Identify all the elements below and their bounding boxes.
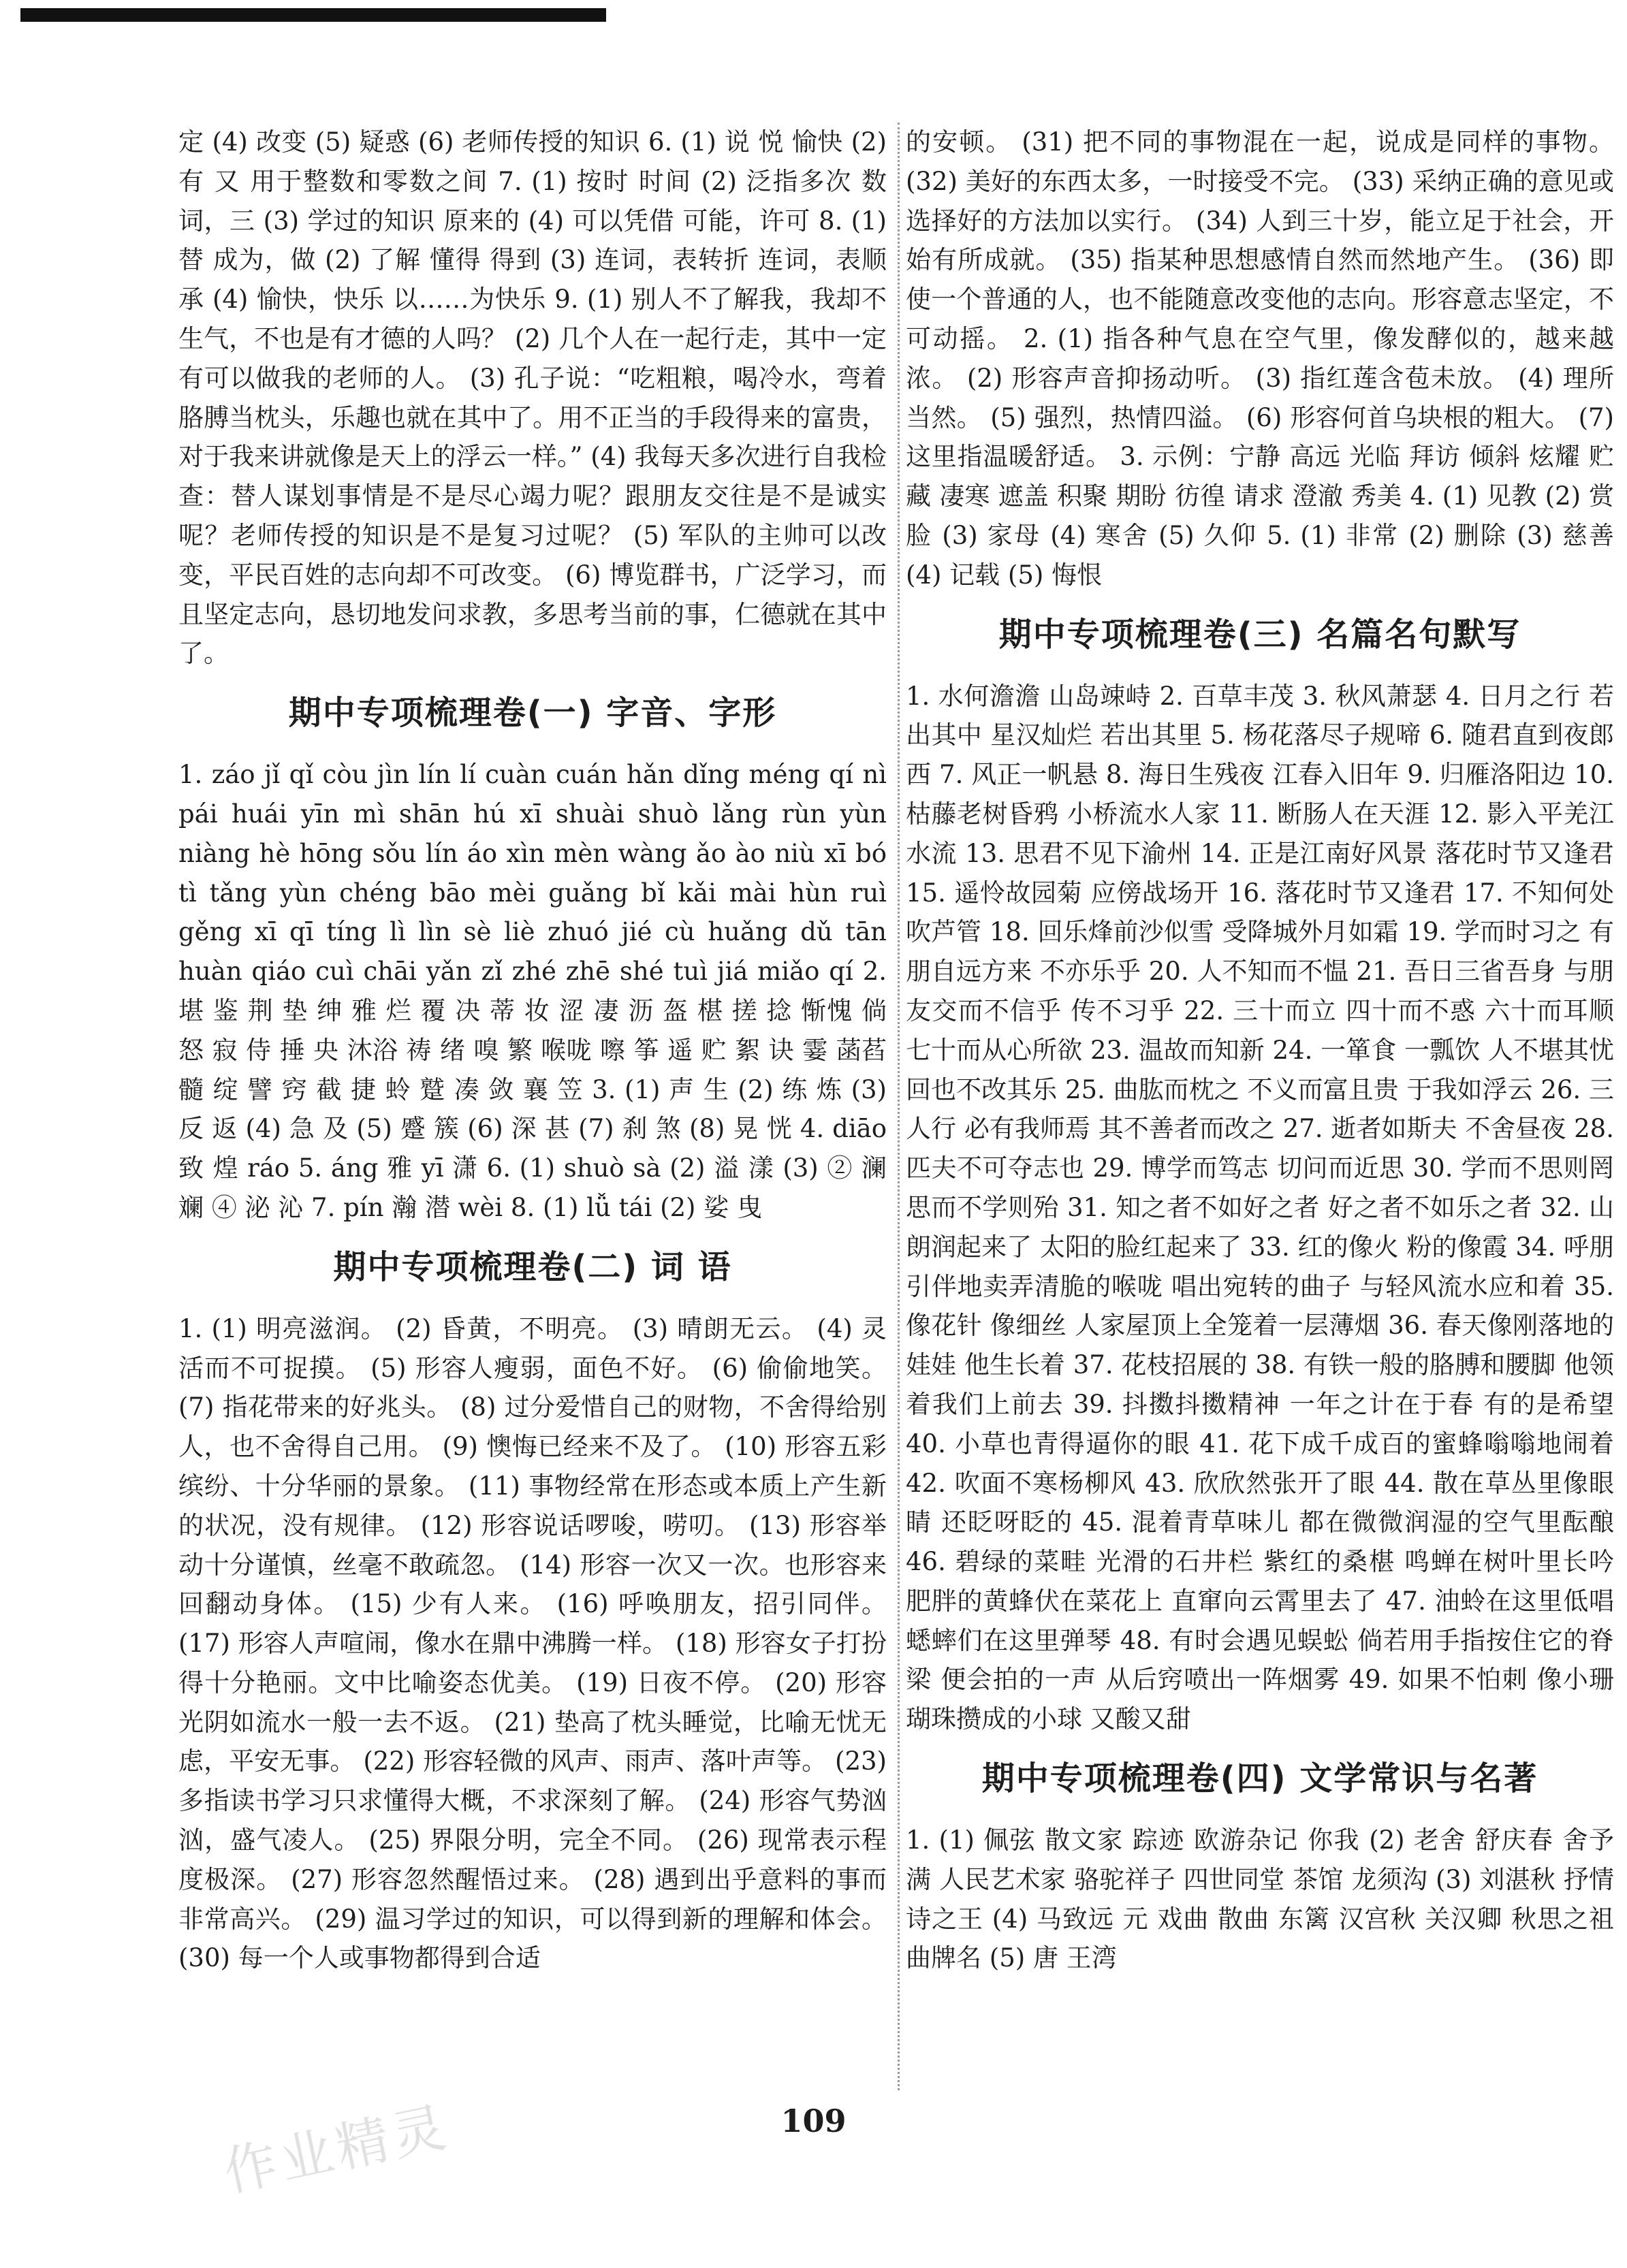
section-body-3: 1. 水何澹澹 山岛竦峙 2. 百草丰茂 3. 秋风萧瑟 4. 日月之行 若出其中 星汉灿烂 若出其里 5. 杨花落尽子规啼 6. 随君直到夜郎西 7. 风正一帆悬 8. 海日生残夜 江春入旧年 9. 归雁洛阳边 10. 枯藤老树昏鸦 小桥流水人家 11. 断肠人在天涯 12. 影入平羌江水流 13. 思君不见下渝州 14. 正是江南好风景 落花时节又逢君 15. 遥怜故园菊 应傍战场开 16. 落花时节又逢君 17. 不知何处吹芦管 18. 回乐烽前沙似雪 受降城外月如霜 19. 学而时习之 有朋自远方来 不亦乐乎 20. 人不知而不愠 21. 吾日三省吾身 与朋友交而不信乎 传不习乎 22. 三十而立 四十而不惑 六十而耳顺 七十而从心所欲 23. 温故而知新 24. 一箪食 一瓢饮 人不堪其忧 回也不改其乐 25. 曲肱而枕之 不义而富且贵 于我如浮云 26. 三人行 必有我师焉 其不善者而改之 27. 逝者如斯夫 不舍昼夜 28. 匹夫不可夺志也 29. 博学而笃志 切问而近思 30. 学而不思则罔 思而不学则殆 31. 知之者不如好之者 好之者不如乐之者 32. 山朗润起来了 太阳的脸红起来了 33. 红的像火 粉的像霞 34. 呼朋引伴地卖弄清脆的喉咙 唱出宛转的曲子 与轻风流水应和着 35. 像花针 像细丝 人家屋顶上全笼着一层薄烟 36. 春天像刚落地的娃娃 他生长着 37. 花枝招展的 38. 有铁一般的胳膊和腰脚 他领着我们上前去 39. 抖擞抖擞精神 一年之计在于春 有的是希望 40. 小草也青得逼你的眼 41. 花下成千成百的蜜蜂嗡嗡地闹着 42. 吹面不寒杨柳风 43. 欣欣然张开了眼 44. 散在草丛里像眼睛 还眨呀眨的 45. 混着青草味儿 都在微微润湿的空气里酝酿 46. 碧绿的菜畦 光滑的石井栏 紫红的桑椹 鸣蝉在树叶里长吟 肥胖的黄蜂伏在菜花上 直窜向云霄里去了 47. 油蛉在这里低唱 蟋蟀们在这里弹琴 48. 有时会遇见蜈蚣 倘若用手指按住它的脊梁 便会拍的一声 从后窍喷出一阵烟雾 49. 如果不怕刺 像小珊瑚珠攒成的小球 又酸又甜: [906, 681, 1622, 1734]
section-title-1: 期中专项梳理卷(一) 字音、字形: [288, 694, 777, 733]
section-title-2: 期中专项梳理卷(二) 词 语: [333, 1247, 732, 1286]
right-column: [906, 123, 1622, 1978]
continued-answers: 定 (4) 改变 (5) 疑惑 (6) 老师传授的知识 6. (1) 说 悦 愉快 (2) 有 又 用于整数和零数之间 7. (1) 按时 时间 (2) 泛指多次 数词，三 (3) 学过的知识 原来的 (4) 可以凭借 可能，许可 8. (1) 替 成为，做 (2) 了解 懂得 得到 (3) 连词，表转折 连词，表顺承 (4) 愉快，快乐 以……为快乐 9. (1) 别人不了解我，我却不生气，不也是有才德的人吗？ (2) 几个人在一起行走，其中一定有可以做我的老师的人。 (3) 孔子说：“吃粗粮，喝冷水，弯着胳膊当枕头，乐趣也就在其中了。用不正当的手段得来的富贵，对于我来讲就像是天上的浮云一样。” (4) 我每天多次进行自我检查：替人谋划事情是不是尽心竭力呢？跟朋友交往是不是诚实呢？老师传授的知识是不是复习过呢？ (5) 军队的主帅可以改变，平民百姓的志向却不可改变。 (6) 博览群书，广泛学习，而且坚定志向，恳切地发问求教，多思考当前的事，仁德就在其中了。: [178, 127, 895, 669]
page-number: 109: [780, 2103, 847, 2139]
column-divider: [898, 123, 900, 2090]
top-rule: [20, 8, 606, 22]
watermark: 作业精灵: [218, 2096, 456, 2204]
section-body-4: 1. (1) 佩弦 散文家 踪迹 欧游杂记 你我 (2) 老舍 舒庆春 舍予 满 人民艺术家 骆驼祥子 四世同堂 茶馆 龙须沟 (3) 刘湛秋 抒情诗之王 (4) 马致远 元 戏曲 散曲 东篱 汉宫秋 关汉卿 秋思之祖 曲牌名 (5) 唐 王湾: [906, 1825, 1622, 1973]
section-body-1: 1. záo jǐ qǐ còu jìn lín lí cuàn cuán hǎn dǐng méng qí nì pái huái yīn mì shān hú xī shuài shuò lǎng rùn yùn niàng hè hōng sǒu lín áo xìn mèn wàng ǎo ào niù xī bó tì tǎng yùn chéng bāo mèi guǎng bǐ kǎi mài hùn ruì gěng xī qī tíng lì lìn sè liè zhuó jié cù huǎng dǔ tān huàn qiáo cuì chāi yǎn zǐ zhé zhē shé tuì jiá miǎo qí 2. 堪 鉴 荆 垫 绅 雅 烂 覆 决 蒂 妆 涩 凄 沥 盔 椹 搓 捻 惭愧 倘 怒 寂 侍 捶 央 沐浴 祷 绪 嗅 繁 喉咙 嚓 筝 遥 贮 絮 诀 霎 菡萏 髓 绽 譬 窍 截 捷 蛉 蹵 凑 敛 襄 笠 3. (1) 声 生 (2) 练 炼 (3) 反 返 (4) 急 及 (5) 蹙 簇 (6) 深 甚 (7) 刹 煞 (8) 晃 恍 4. diāo 致 煌 ráo 5. áng 雅 yī 潇 6. (1) shuò sà (2) 溢 漾 (3) ② 澜 斓 ④ 泌 沁 7. pín 瀚 潜 wèi 8. (1) lǚ tái (2) 娑 曳: [178, 760, 895, 1222]
section-title-3: 期中专项梳理卷(三) 名篇名句默写: [998, 615, 1521, 654]
section-title-4: 期中专项梳理卷(四) 文学常识与名著: [981, 1759, 1538, 1798]
left-column: [178, 123, 895, 1978]
continued-answers-right: 的安顿。 (31) 把不同的事物混在一起，说成是同样的事物。 (32) 美好的东西太多，一时接受不完。 (33) 采纳正确的意见或选择好的方法加以实行。 (34) 人到三十岁，能立足于社会，开始有所成就。 (35) 指某种思想感情自然而然地产生。 (36) 即使一个普通的人，也不能随意改变他的志向。形容意志坚定，不可动摇。 2. (1) 指各种气息在空气里，像发酵似的，越来越浓。 (2) 形容声音抑扬动听。 (3) 指红莲含苞未放。 (4) 理所当然。 (5) 强烈，热情四溢。 (6) 形容何首乌块根的粗大。 (7) 这里指温暖舒适。 3. 示例：宁静 高远 光临 拜访 倾斜 炫耀 贮藏 凄寒 遮盖 积聚 期盼 彷徨 请求 澄澈 秀美 4. (1) 见教 (2) 赏脸 (3) 家母 (4) 寒舍 (5) 久仰 5. (1) 非常 (2) 删除 (3) 慈善 (4) 记载 (5) 悔恨: [906, 127, 1622, 590]
section-body-2: 1. (1) 明亮滋润。 (2) 昏黄，不明亮。 (3) 晴朗无云。 (4) 灵活而不可捉摸。 (5) 形容人瘦弱，面色不好。 (6) 偷偷地笑。 (7) 指花带来的好兆头。 (8) 过分爱惜自己的财物，不舍得给别人，也不舍得自己用。 (9) 懊悔已经来不及了。 (10) 形容五彩缤纷、十分华丽的景象。 (11) 事物经常在形态或本质上产生新的状况，没有规律。 (12) 形容说话啰唆，唠叨。 (13) 形容举动十分谨慎，丝毫不敢疏忽。 (14) 形容一次又一次。也形容来回翻动身体。 (15) 少有人来。 (16) 呼唤朋友，招引同伴。 (17) 形容人声喧闹，像水在鼎中沸腾一样。 (18) 形容女子打扮得十分艳丽。文中比喻姿态优美。 (19) 日夜不停。 (20) 形容光阴如流水一般一去不返。 (21) 垫高了枕头睡觉，比喻无忧无虑，平安无事。 (22) 形容轻微的风声、雨声、落叶声等。 (23) 多指读书学习只求懂得大概，不求深刻了解。 (24) 形容气势汹汹，盛气凌人。 (25) 界限分明，完全不同。 (26) 现常表示程度极深。 (27) 形容忽然醒悟过来。 (28) 遇到出乎意料的事而非常高兴。 (29) 温习学过的知识，可以得到新的理解和体会。 (30) 每一个人或事物都得到合适: [178, 1313, 895, 1973]
